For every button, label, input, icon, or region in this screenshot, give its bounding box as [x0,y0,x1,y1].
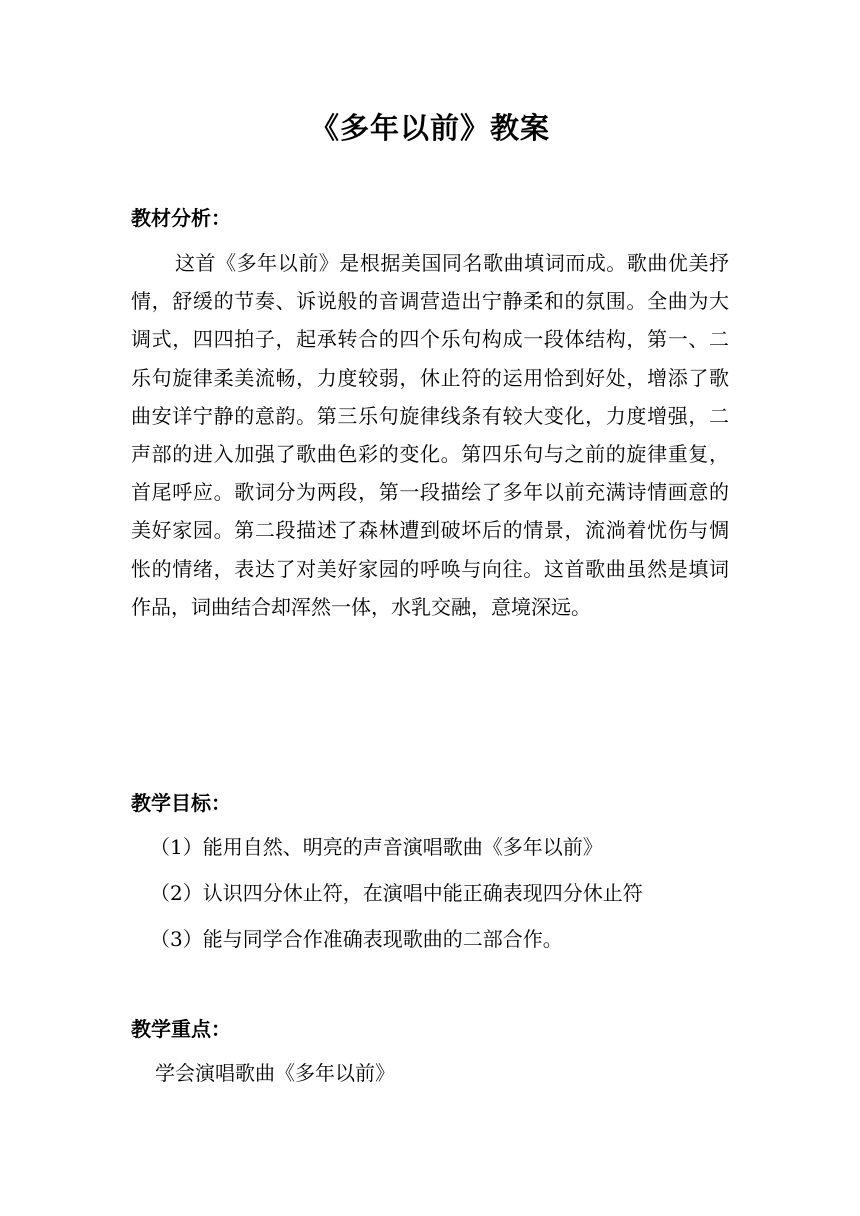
document-title: 《多年以前》教案 [309,111,550,145]
key-points-text: 学会演唱歌曲《多年以前》 [155,1061,395,1085]
objective-item-1: （1）能用自然、明亮的声音演唱歌曲《多年以前》 [150,835,603,859]
objective-item-2: （2）认识四分休止符，在演唱中能正确表现四分休止符 [150,881,643,905]
section-heading-analysis: 教材分析： [131,206,231,230]
analysis-paragraph: 这首《多年以前》是根据美国同名歌曲填词而成。歌曲优美抒情，舒缓的节奏、诉说般的音调营造出宁静柔和的氛围。全曲为大调式，四四拍子，起承转合的四个乐句构成一段体结构，第一、二乐句旋律柔美流畅，力度较弱，休止符的运用恰到好处，增添了歌曲安详宁静的意韵。第三乐句旋律线条有较大变化，力度增强，二声部的进入加强了歌曲色彩的变化。第四乐句与之前的旋律重复，首尾呼应。歌词分为两段，第一段描绘了多年以前充满诗情画意的美好家园。第二段描述了森林遭到破坏后的情景，流淌着忧伤与惆怅的情绪，表达了对美好家园的呼唤与向往。这首歌曲虽然是填词作品，词曲结合却浑然一体，水乳交融，意境深远。 [131,251,729,619]
section-heading-key-points: 教学重点： [131,1017,231,1041]
section-heading-objectives: 教学目标： [131,791,231,815]
objective-item-3: （3）能与同学合作准确表现歌曲的二部合作。 [150,927,563,951]
